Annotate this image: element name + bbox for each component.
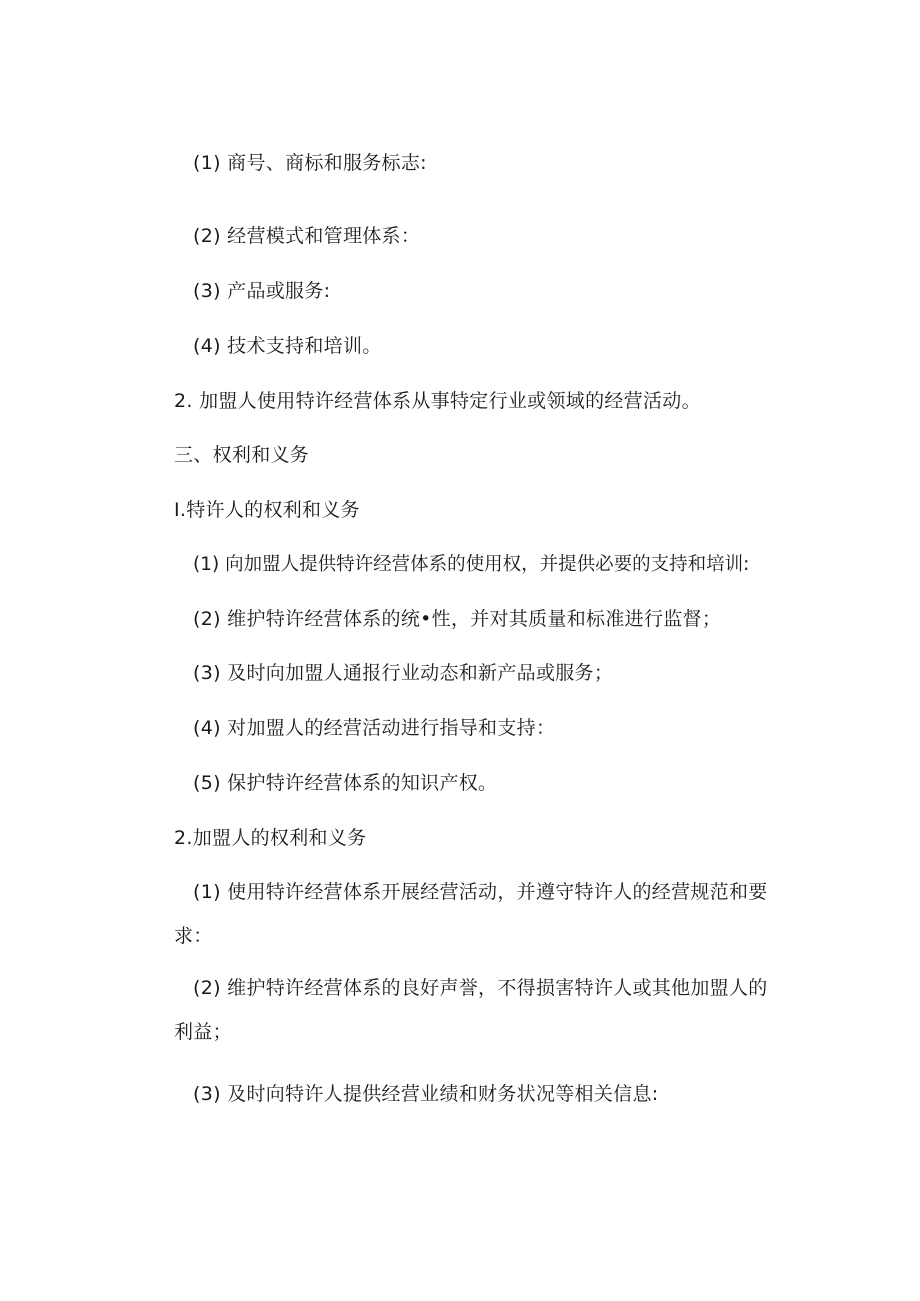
franchisee-item-2: (2) 维护特许经营体系的良好声誉，不得损害特许人或其他加盟人的利益； [174, 977, 768, 1043]
franchisee-item-1: (1) 使用特许经营体系开展经营活动，并遵守特许人的经营规范和要求： [174, 881, 768, 947]
product-item: (3) 产品或服务: [193, 280, 331, 302]
franchisee-usage-paragraph: 2. 加盟人使用特许经营体系从事特定行业或领域的经营活动。 [174, 390, 701, 412]
training-item: (4) 技术支持和培训。 [193, 335, 382, 357]
trademark-item: (1) 商号、商标和服务标志: [193, 152, 427, 174]
section-heading-rights-obligations: 三、权利和义务 [174, 444, 310, 466]
franchisee-item-3: (3) 及时向特许人提供经营业绩和财务状况等相关信息: [193, 1083, 659, 1105]
franchisee-rights-heading: 2.加盟人的权利和义务 [174, 827, 367, 849]
franchisor-item-4: (4) 对加盟人的经营活动进行指导和支持： [193, 717, 556, 739]
franchisor-item-1: (1) 向加盟人提供特许经营体系的使用权，并提供必要的支持和培训: [193, 554, 750, 575]
franchisor-item-2: (2) 维护特许经营体系的统•性，并对其质量和标准进行监督； [193, 608, 722, 630]
franchisor-item-5: (5) 保护特许经营体系的知识产权。 [193, 772, 498, 794]
management-item: (2) 经营模式和管理体系： [193, 225, 421, 247]
franchisor-item-3: (3) 及时向加盟人通报行业动态和新产品或服务； [193, 662, 614, 684]
franchisor-rights-heading: I.特许人的权利和义务 [174, 499, 360, 521]
